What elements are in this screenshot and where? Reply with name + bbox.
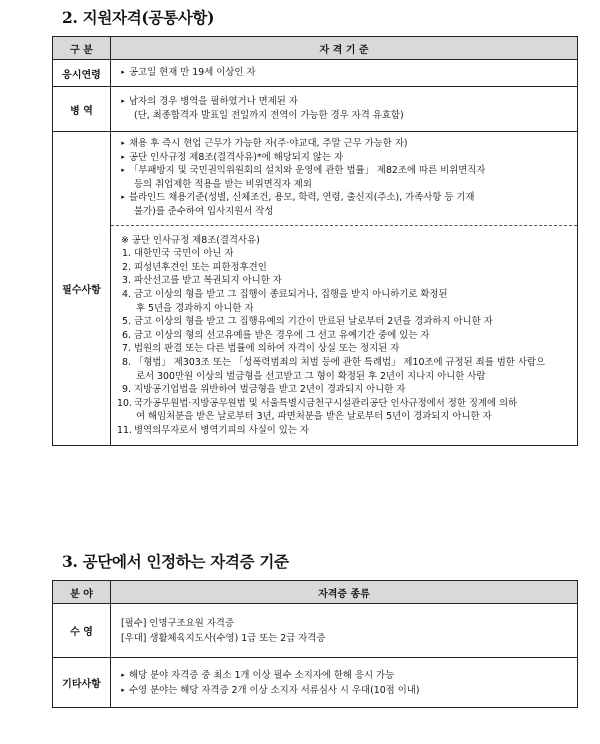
bullet-icon: ▸ — [121, 97, 125, 106]
item-text: 피성년후견인 또는 피한정후견인 — [134, 261, 267, 273]
disqualification-item — [117, 315, 571, 329]
disqualification-item — [117, 247, 571, 261]
header-criteria: 자 격 기 준 — [111, 37, 578, 60]
eligibility-header-row — [53, 37, 578, 60]
item-text: 「형법」 제303조 또는 「성폭력범죄의 처벌 등에 관한 특례법」 제10조에 규정된 죄를 범한 사람으 — [134, 356, 545, 368]
item-text: 여 해임처분을 받은 날로부터 3년, 파면처분을 받은 날로부터 5년이 경과되지 아니한 자 — [136, 411, 492, 423]
disqualification-item — [117, 424, 571, 438]
military-text: 남자의 경우 병역을 필하였거나 면제된 자 — [129, 96, 298, 108]
military-row — [53, 87, 578, 132]
header-field: 분 야 — [53, 581, 111, 604]
item-number: 11. — [117, 424, 132, 436]
item-number: 3. — [122, 275, 131, 287]
item-number: 9. — [122, 384, 131, 396]
certificate-header-row — [53, 581, 578, 604]
disqualification-title: ※ 공단 인사규정 제8조(결격사유) — [121, 234, 260, 246]
header-type: 자격증 종류 — [111, 581, 578, 604]
disqualification-item — [117, 410, 571, 424]
required-b4: 블라인드 채용기준(성별, 신체조건, 용모, 학력, 연령, 출신지(주소), 가족사항 등 기재 — [129, 192, 475, 204]
item-number — [117, 370, 134, 384]
item-number: 1. — [122, 248, 131, 260]
item-number: 2. — [122, 261, 131, 273]
item-text: 병역의무자로서 병역기피의 사실이 있는 자 — [134, 424, 309, 436]
swim-required: [필수] 인명구조요원 자격증 — [121, 617, 234, 629]
item-text: 파산선고를 받고 복권되지 아니한 자 — [134, 275, 282, 287]
item-number: 10. — [117, 397, 132, 409]
disqualification-item — [117, 261, 571, 275]
etc-text-1: 해당 분야 자격증 중 최소 1개 이상 필수 소지자에 한해 응시 가능 — [129, 669, 395, 681]
item-text: 대한민국 국민이 아닌 자 — [134, 248, 234, 260]
item-number: 4. — [122, 288, 131, 300]
item-text: 지방공기업법을 위반하여 벌금형을 받고 2년이 경과되지 아니한 자 — [134, 384, 406, 396]
etc-label: 기타사항 — [53, 658, 111, 708]
item-number: 5. — [122, 316, 131, 328]
etc-text-2: 수영 분야는 해당 자격증 2개 이상 소지자 서류심사 시 우대(10점 이내) — [129, 684, 420, 696]
etc-row — [53, 658, 578, 708]
age-label: 응시연령 — [53, 60, 111, 87]
swim-label: 수 영 — [53, 604, 111, 658]
disqualification-list — [111, 226, 577, 446]
disqualification-item — [117, 397, 571, 411]
disqualification-item — [117, 274, 571, 288]
bullet-icon: ▸ — [121, 139, 125, 147]
item-number: 6. — [122, 329, 131, 341]
age-row — [53, 60, 578, 87]
bullet-icon: ▸ — [121, 193, 125, 202]
age-text: 공고일 현재 만 19세 이상인 자 — [129, 67, 256, 79]
item-number — [117, 410, 134, 424]
bullet-icon: ▸ — [121, 68, 125, 77]
item-text: 금고 이상의 형의 선고유예를 받은 경우에 그 선고 유예기간 중에 있는 자 — [134, 329, 430, 341]
disqualification-item — [117, 356, 571, 370]
item-text: 금고 이상의 형을 받고 그 집행유예의 기간이 만료된 날로부터 2년을 경과하지 아니한 자 — [134, 316, 493, 328]
disqualification-item — [117, 342, 571, 356]
required-bullets — [111, 132, 577, 226]
bullet-icon: ▸ — [121, 670, 125, 679]
certificate-table — [52, 580, 578, 708]
required-row — [53, 132, 578, 446]
bullet-icon: ▸ — [121, 166, 125, 175]
disqualification-item — [117, 288, 571, 302]
item-number — [117, 302, 134, 316]
item-number: 7. — [122, 343, 131, 355]
required-b1: 채용 후 즉시 현업 근무가 가능한 자(주·야교대, 주말 근무 가능한 자) — [129, 138, 408, 149]
swim-preferred: [우대] 생활체육지도사(수영) 1급 또는 2급 자격증 — [121, 632, 326, 644]
disqualification-item — [117, 383, 571, 397]
bullet-icon: ▸ — [121, 152, 125, 161]
item-text: 국가공무원법·지방공무원법 및 서울특별시금천구시설관리공단 인사규정에서 정한 징계에 의하 — [134, 397, 518, 409]
disqualification-item — [117, 329, 571, 343]
required-b3-cont: 등의 취업제한 적용을 받는 비위면직자 제외 — [134, 178, 312, 190]
swim-row — [53, 604, 578, 658]
eligibility-table — [52, 36, 578, 446]
section-2-title: 2. 지원자격(공통사항) — [62, 8, 215, 27]
military-note: (단, 최종합격자 발표일 전일까지 전역이 가능한 경우 자격 유효함) — [134, 110, 404, 121]
required-b2: 공단 인사규정 제8조(결격사유)*에 해당되지 않는 자 — [129, 151, 343, 163]
bullet-icon: ▸ — [121, 685, 125, 694]
military-label: 병 역 — [53, 87, 111, 132]
required-label: 필수사항 — [53, 132, 111, 446]
item-text: 후 5년을 경과하지 아니한 자 — [136, 302, 254, 314]
item-number: 8. — [122, 356, 131, 368]
section-3-title: 3. 공단에서 인정하는 자격증 기준 — [62, 552, 289, 571]
item-text: 법원의 판결 또는 다른 법률에 의하여 자격이 상실 또는 정지된 자 — [134, 343, 400, 355]
disqualification-item — [117, 302, 571, 316]
required-b3: 「부패방지 및 국민권익위원회의 설치와 운영에 관한 법률」 제82조에 따른 비위면직자 — [129, 165, 486, 177]
disqualification-item — [117, 370, 571, 384]
header-gubun: 구 분 — [53, 37, 111, 60]
item-text: 로서 300만원 이상의 벌금형을 선고받고 그 형이 확정된 후 2년이 지나지 아니한 사람 — [136, 370, 486, 382]
required-b4-cont: 불가)를 준수하여 입사지원서 작성 — [134, 205, 274, 217]
item-text: 금고 이상의 형을 받고 그 집행이 종료되거나, 집행을 받지 아니하기로 확정된 — [134, 288, 448, 300]
